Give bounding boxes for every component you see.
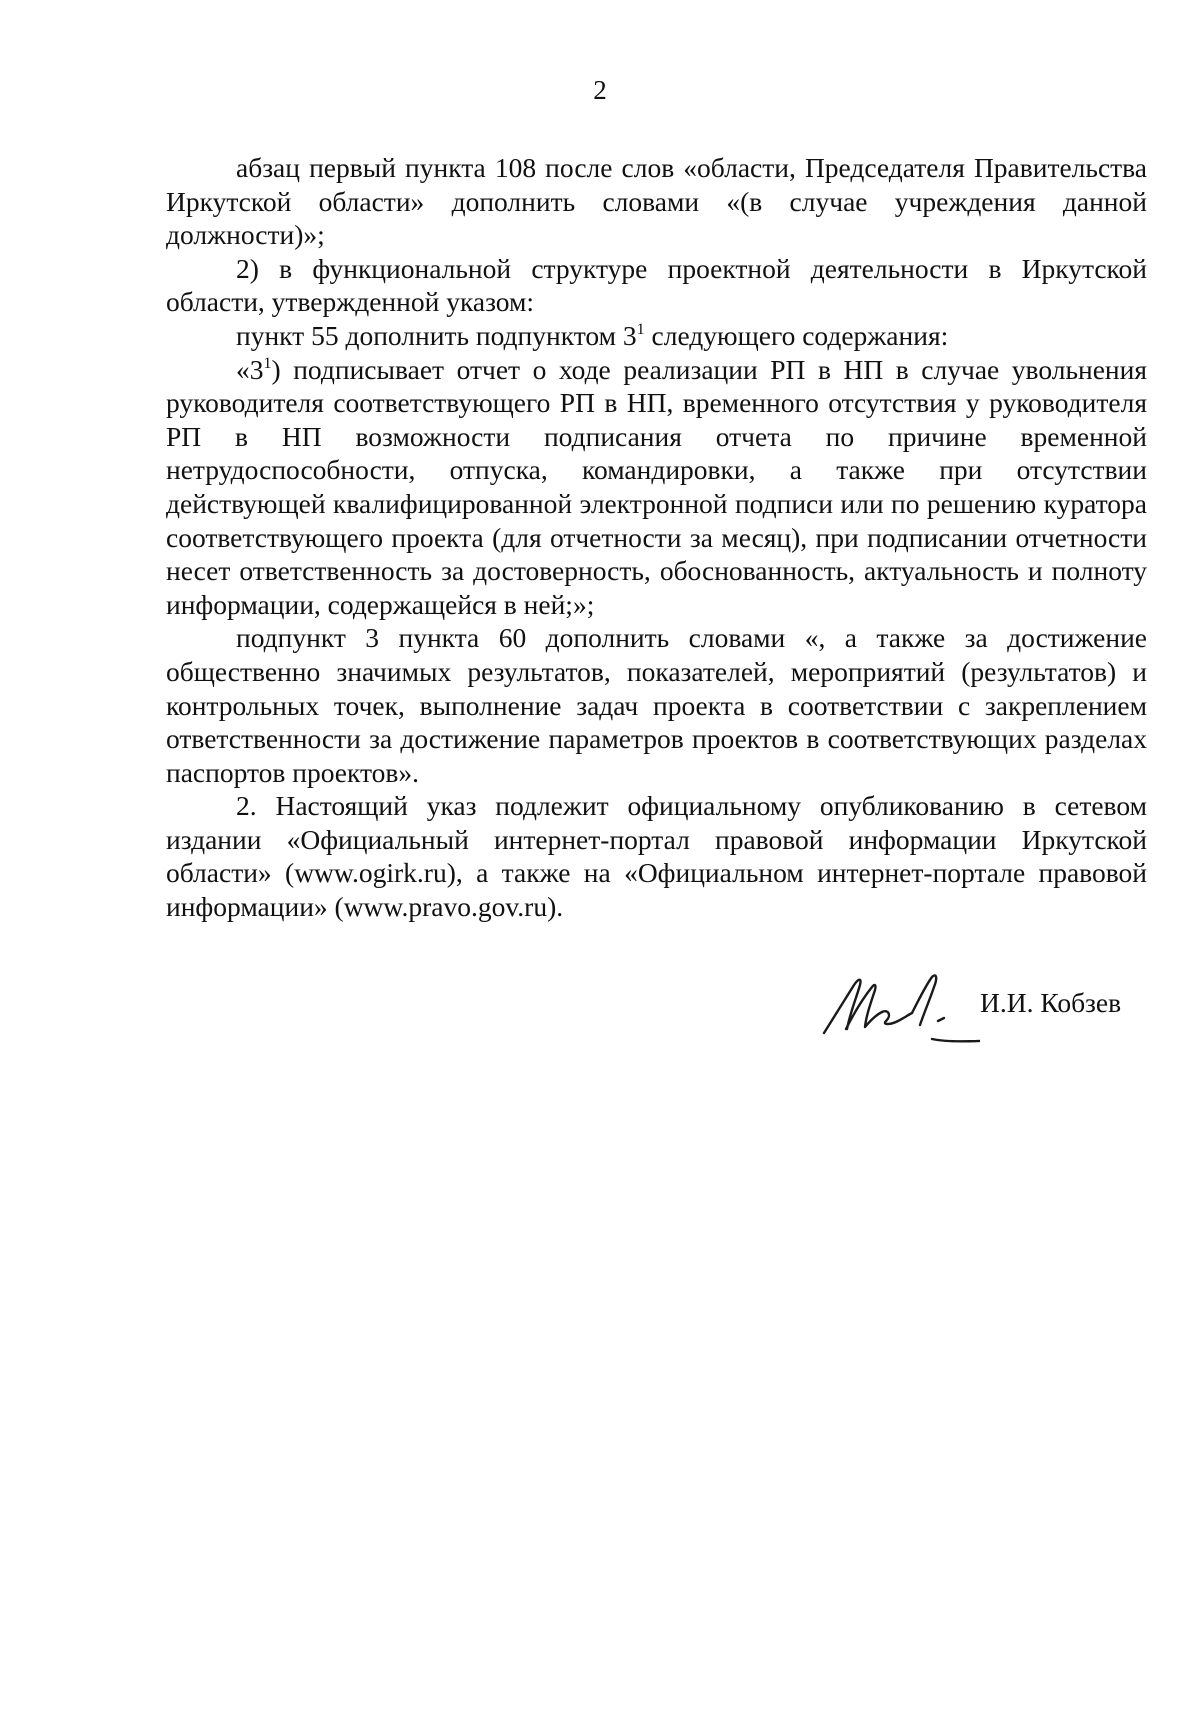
paragraph-subpoint-text-before: «3 [236,353,264,385]
paragraph-point-55-text-before: пункт 55 дополнить подпунктом 3 [236,319,637,351]
paragraph-point-55-text-after: следующего содержания: [644,319,949,351]
signature-block [820,955,1150,1045]
paragraph-point-55 [166,319,1147,353]
superscript-1: 1 [263,354,272,372]
paragraph-subpoint-3-1 [166,353,1147,622]
superscript-1: 1 [636,320,645,338]
paragraph-point-60: подпункт 3 пункта 60 дополнить словами «, а также за достижение общественно значимых результатов, показателей, мероприятий (результатов) и контрольных точек, выполнение задач проекта в соответствии с закреплением ответственности за достижение параметров проектов в соответствующих разделах паспортов проектов». [166,622,1147,788]
document-body [166,151,1147,924]
paragraph-functional-structure: 2) в функциональной структуре проектной деятельности в Иркутской области, утвержденной указом: [166,252,1147,318]
paragraph-subpoint-text-after: ) подписывает отчет о ходе реализации РП в НП в случае увольнения руководителя соответствующего РП в НП, временного отсутствия у руководителя РП в НП возможности подписания отчета по причине временной нетрудоспособности, отпуска, командировки, а также при отсутствии действующей квалифицированной электронной подписи или по решению куратора соответствующего проекта (для отчетности за месяц), при подписании отчетности несет ответственность за достоверность, обоснованность, актуальность и полноту информации, содержащейся в ней;»; [166,353,1147,620]
page-number: 2 [593,75,607,105]
signer-name: И.И. Кобзев [980,987,1122,1018]
paragraph-amendment-108: абзац первый пункта 108 после слов «области, Председателя Правительства Иркутской области» дополнить словами «(в случае учреждения данной должности)»; [166,152,1147,251]
paragraph-publication: 2. Настоящий указ подлежит официальному опубликованию в сетевом издании «Официальный интернет-портал правовой информации Иркутской области» (www.ogirk.ru), а также на «Официальном интернет-портале правовой информации» (www.pravo.gov.ru). [166,790,1147,923]
handwritten-signature [820,955,980,1045]
